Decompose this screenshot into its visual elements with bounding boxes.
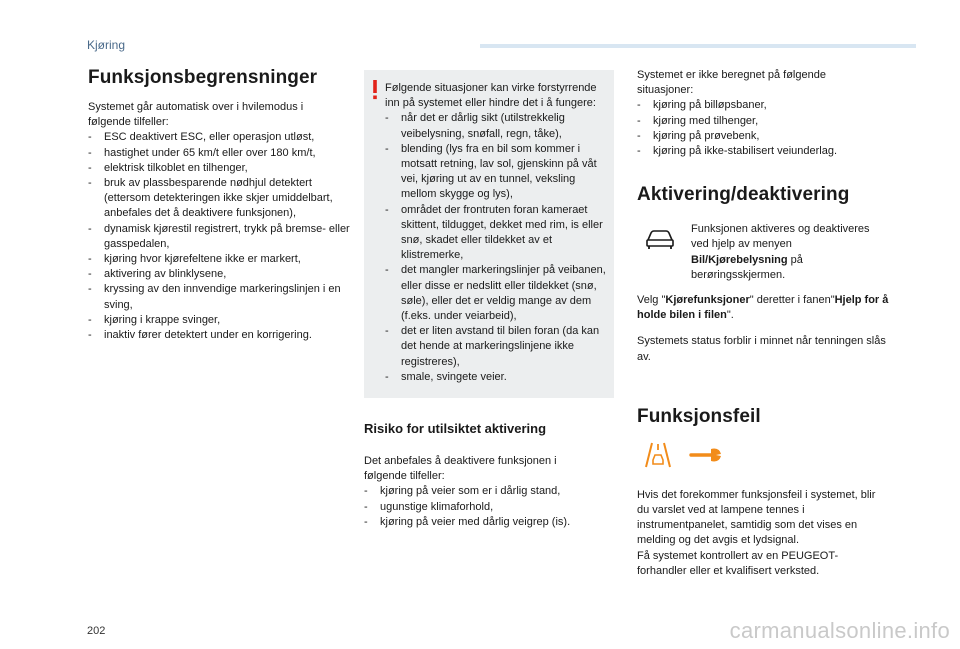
warning-intro: Følgende situasjoner kan virke forstyrrende inn på systemet eller hindre det i å fungere: xyxy=(385,82,597,110)
list-item: - smale, svingete veier. xyxy=(385,370,606,385)
middle-column xyxy=(364,70,614,530)
watermark: carmanualsonline.info xyxy=(729,618,950,643)
menu-name: Bil/Kjørebelysning xyxy=(691,253,788,266)
list-item: - området der frontruten foran kameraet skittent, tildugget, dekket med rim, is eller snø, skadet eller tildekket av et klistremerke, xyxy=(385,203,606,264)
list-item: - det mangler markeringslinjer på veibanen, eller disse er nedslitt eller tildekket (snø, søle), eller det er veldig mange av dem (f.eks. under veiarbeid), xyxy=(385,263,606,324)
activation-row xyxy=(637,222,897,283)
limits-column xyxy=(88,67,350,343)
list-item: - hastighet under 65 km/t eller over 180 km/t, xyxy=(88,146,350,161)
section-label: Kjøring xyxy=(87,38,126,52)
not-designed-intro: Systemet er ikke beregnet på følgende situasjoner: xyxy=(637,69,826,97)
activation-title: Aktivering/deaktivering xyxy=(637,184,850,206)
risk-list xyxy=(364,484,614,530)
fault-title: Funksjonsfeil xyxy=(637,405,761,427)
limits-list xyxy=(88,130,350,343)
fault-icons xyxy=(643,440,897,470)
activation-select: Velg "Kjørefunksjoner" deretter i fanen"Hjelp for å holde bilen i filen". xyxy=(637,294,889,322)
wrench-icon xyxy=(689,445,723,465)
fault-text-2: Få systemet kontrollert av en PEUGEOT-forhandler eller et kvalifisert verksted. xyxy=(637,549,839,577)
list-item: - aktivering av blinklysene, xyxy=(88,267,350,282)
list-item: - kjøring med tilhenger, xyxy=(637,114,897,129)
list-item: - inaktiv fører detektert under en korrigering. xyxy=(88,328,350,343)
car-icon xyxy=(645,228,675,250)
risk-title: Risiko for utilsiktet aktivering xyxy=(364,421,547,437)
fault-text: Hvis det forekommer funksjonsfeil i systemet, blir du varslet ved at lampene tennes i instrumentpanelet, samtidig som det vises en melding og det avgis et lydsignal. xyxy=(637,488,876,547)
list-item: - det er liten avstand til bilen foran (da kan det hende at markeringslinjene ikke registreres), xyxy=(385,324,606,370)
list-item: - bruk av plassbesparende nødhjul detektert (ettersom detekteringen ikke skjer umiddelbart, anbefales det å deaktivere funksjonen), xyxy=(88,176,350,222)
list-item: - blending (lys fra en bil som kommer i motsatt retning, lav sol, gjenskinn på våt vei, kjøring ut av en tunnel, veksling mellom skygge og lys), xyxy=(385,142,606,203)
right-column xyxy=(637,68,897,579)
page-number: 202 xyxy=(87,625,106,637)
limits-title: Funksjonsbegrensninger xyxy=(88,67,318,88)
list-item: - ugunstige klimaforhold, xyxy=(364,500,614,515)
list-item: - ESC deaktivert ESC, eller operasjon utløst, xyxy=(88,130,350,145)
activation-text: Funksjonen aktiveres og deaktiveres ved hjelp av menyen Bil/Kjørebelysning på berøringsskjermen. xyxy=(691,223,870,281)
warning-exclamation-icon xyxy=(372,80,378,100)
list-item: - kjøring på veier som er i dårlig stand, xyxy=(364,484,614,499)
list-item: - kjøring på prøvebenk, xyxy=(637,129,897,144)
limits-intro: Systemet går automatisk over i hvilemodus i følgende tilfeller: xyxy=(88,101,304,129)
header-accent-bar xyxy=(480,44,916,48)
lane-warning-icon xyxy=(643,441,673,469)
warning-list xyxy=(385,111,606,385)
warning-box xyxy=(364,70,614,398)
list-item: - kjøring på ikke-stabilisert veiunderlag. xyxy=(637,144,897,159)
activation-status: Systemets status forblir i minnet når tenningen slås av. xyxy=(637,335,886,363)
list-item: - kjøring på billøpsbaner, xyxy=(637,98,897,113)
not-designed-list xyxy=(637,98,897,159)
list-item: - kjøring hvor kjørefeltene ikke er markert, xyxy=(88,252,350,267)
list-item: - dynamisk kjørestil registrert, trykk på bremse- eller gasspedalen, xyxy=(88,222,350,252)
list-item: - elektrisk tilkoblet en tilhenger, xyxy=(88,161,350,176)
list-item: - når det er dårlig sikt (utilstrekkelig veibelysning, snøfall, regn, tåke), xyxy=(385,111,606,141)
list-item: - kryssing av den innvendige markeringslinjen i en sving, xyxy=(88,282,350,312)
list-item: - kjøring på veier med dårlig veigrep (is). xyxy=(364,515,614,530)
list-item: - kjøring i krappe svinger, xyxy=(88,313,350,328)
risk-intro: Det anbefales å deaktivere funksjonen i følgende tilfeller: xyxy=(364,455,557,483)
